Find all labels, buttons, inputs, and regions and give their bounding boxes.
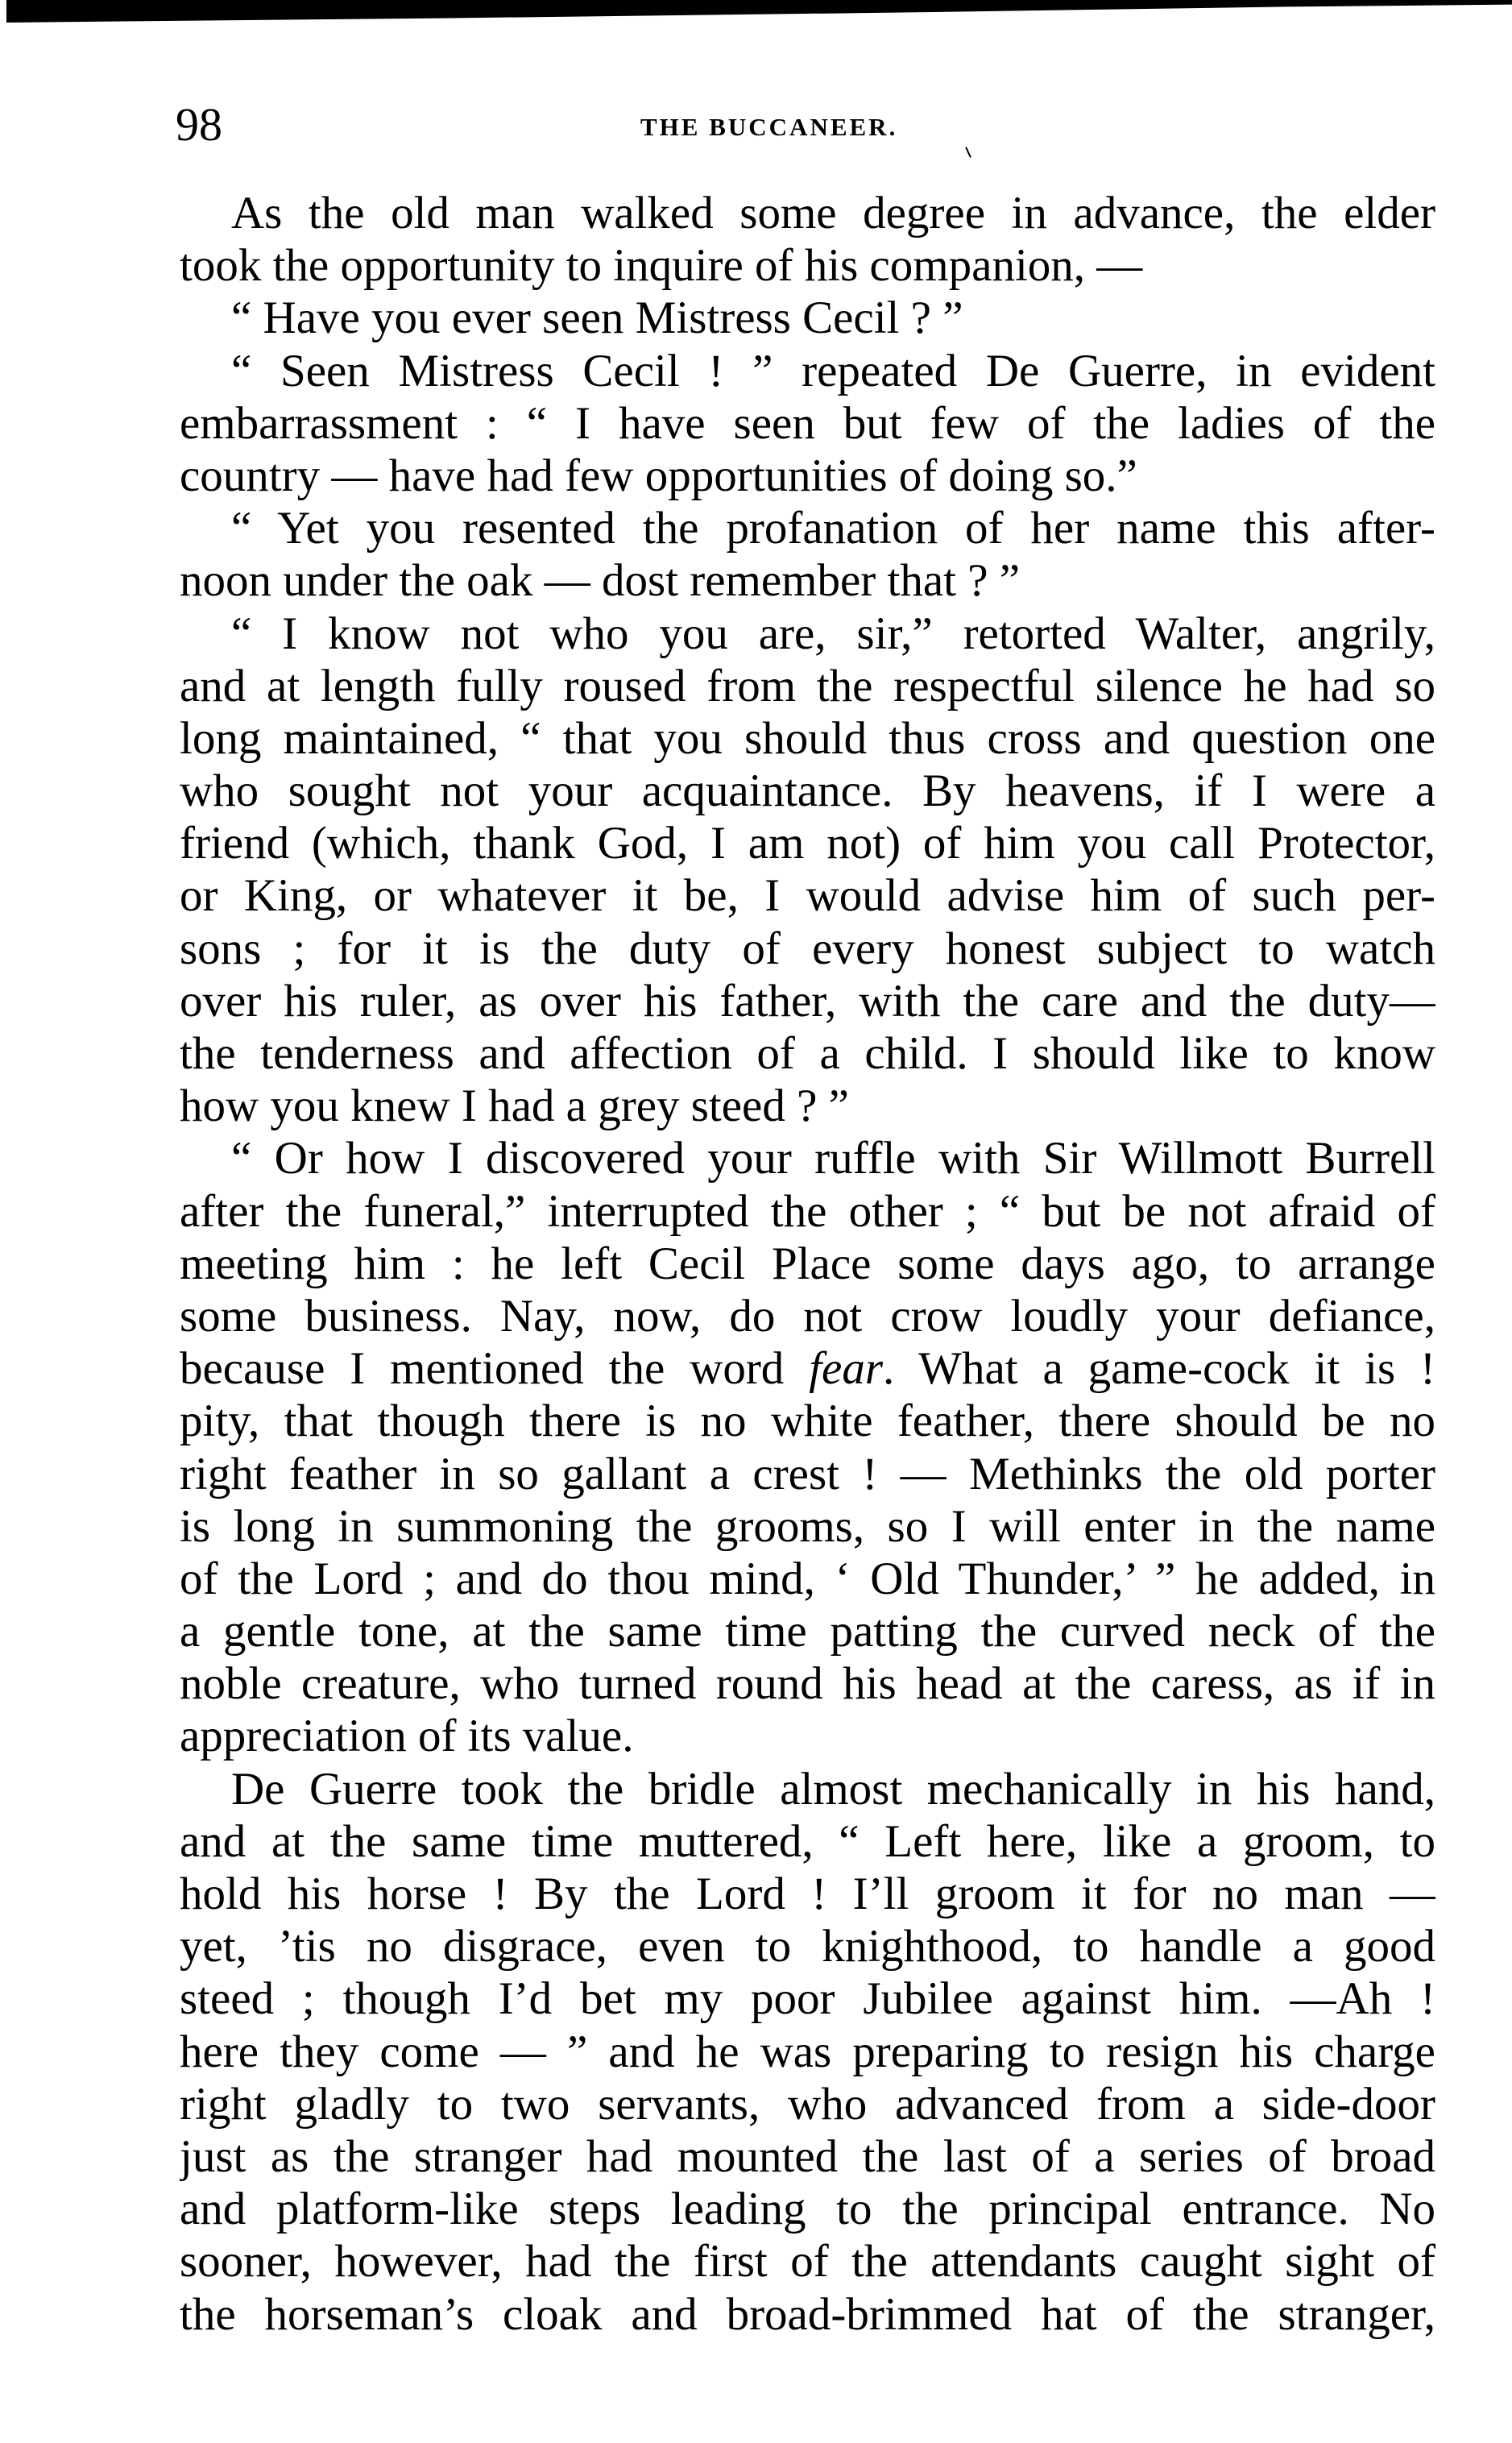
text-line <box>180 2130 1435 2183</box>
text-line-content: right feather in so gallant a crest ! — Methinks the old porter <box>180 1448 1435 1499</box>
text-line <box>180 923 1435 975</box>
text-line <box>180 554 1435 607</box>
text-line <box>180 187 1435 239</box>
text-line-content: “ Seen Mistress Cecil ! ” repeated De Guerre, in evident <box>231 345 1435 396</box>
body-text <box>180 187 1435 2341</box>
text-line-content: “ I know not who you are, sir,” retorted Walter, angrily, <box>231 608 1435 659</box>
text-line-content: . What a game-cock it is ! <box>883 1343 1435 1395</box>
text-line-content: over his ruler, as over his father, with the care and the duty— <box>180 975 1435 1027</box>
text-line <box>180 502 1435 554</box>
text-line <box>180 1395 1435 1447</box>
text-line-content: and platform-like steps leading to the principal entrance. No <box>180 2184 1435 2235</box>
text-line <box>180 712 1435 765</box>
text-line <box>180 1605 1435 1657</box>
text-line <box>180 975 1435 1027</box>
text-line <box>180 1290 1435 1342</box>
text-line <box>180 1448 1435 1500</box>
text-line-content: of the Lord ; and do thou mind, ‘ Old Thunder,’ ” he added, in <box>180 1553 1435 1604</box>
text-line-content: De Guerre took the bridle almost mechanically in his hand, <box>231 1763 1435 1815</box>
text-line-content: hold his horse ! By the Lord ! I’ll groom it for no man — <box>180 1869 1435 1919</box>
text-line <box>180 1920 1435 1972</box>
text-line-content: because I mentioned the word <box>180 1343 810 1395</box>
text-line <box>180 2183 1435 2235</box>
text-line-content: after the funeral,” interrupted the other ; “ but be not afraid of <box>180 1185 1435 1237</box>
scan-edge-bar <box>6 0 1512 23</box>
text-line-content: the horseman’s cloak and broad-brimmed hat of the stranger, <box>180 2288 1435 2340</box>
text-line <box>180 1815 1435 1868</box>
text-line <box>180 1657 1435 1710</box>
scan-speck <box>965 147 971 158</box>
text-line-content: “ Have you ever seen Mistress Cecil ? ” <box>231 292 963 344</box>
text-line <box>180 1342 1435 1395</box>
text-line <box>180 450 1435 502</box>
text-line-content: steed ; though I’d bet my poor Jubilee against him. —Ah ! <box>180 1973 1435 2025</box>
text-line-content: is long in summoning the grooms, so I will enter in the name <box>180 1500 1435 1552</box>
text-line-content: appreciation of its value. <box>180 1711 634 1762</box>
text-line-content: and at length fully roused from the respectful silence he had so <box>180 660 1435 711</box>
text-line-content: As the old man walked some degree in advance, the elder <box>231 188 1435 238</box>
text-line-content: sons ; for it is the duty of every honest subject to watch <box>180 923 1435 974</box>
text-line <box>180 239 1435 292</box>
text-line <box>180 1553 1435 1605</box>
text-line <box>180 2026 1435 2078</box>
text-line <box>180 1238 1435 1290</box>
text-line-content: friend (which, thank God, I am not) of him you call Protector, <box>180 818 1435 869</box>
text-line-content: meeting him : he left Cecil Place some days ago, to arrange <box>180 1238 1435 1289</box>
text-line <box>180 2235 1435 2287</box>
text-line <box>180 1710 1435 1762</box>
text-line-content: or King, or whatever it be, I would advise him of such per- <box>180 870 1435 922</box>
running-head: THE BUCCANEER. <box>640 113 898 141</box>
text-line <box>180 1027 1435 1080</box>
text-line-content: noon under the oak — dost remember that ? ” <box>180 555 1021 607</box>
text-line <box>180 1763 1435 1815</box>
text-line-content: who sought not your acquaintance. By heavens, if I were a <box>180 765 1435 817</box>
text-line <box>180 660 1435 712</box>
text-line-content: just as the stranger had mounted the last of a series of broad <box>180 2130 1435 2182</box>
text-line-content: “ Yet you resented the profanation of her name this after- <box>231 503 1435 554</box>
text-line <box>180 1868 1435 1920</box>
text-line <box>180 817 1435 869</box>
text-line <box>180 1080 1435 1132</box>
text-line <box>180 2288 1435 2341</box>
text-line-content: pity, that though there is no white feather, there should be no <box>180 1396 1435 1447</box>
text-line <box>180 869 1435 922</box>
text-line-content: long maintained, “ that you should thus cross and question one <box>180 712 1435 764</box>
text-line-content: and at the same time muttered, “ Left here, like a groom, to <box>180 1815 1435 1867</box>
text-line <box>180 292 1435 344</box>
text-line-content: “ Or how I discovered your ruffle with Sir Willmott Burrell <box>231 1133 1435 1184</box>
text-line-content: a gentle tone, at the same time patting the curved neck of the <box>180 1606 1435 1657</box>
text-line-content: sooner, however, had the first of the attendants caught sight of <box>180 2236 1435 2287</box>
text-line <box>180 2078 1435 2130</box>
text-line <box>180 1132 1435 1184</box>
italic-word: fear <box>809 1343 884 1395</box>
text-line <box>180 1185 1435 1238</box>
text-line-content: how you knew I had a grey steed ? ” <box>180 1080 849 1132</box>
text-line <box>180 608 1435 660</box>
text-line-content: some business. Nay, now, do not crow loudly your defiance, <box>180 1290 1435 1342</box>
text-line-content: here they come — ” and he was preparing to resign his charge <box>180 2026 1435 2077</box>
text-line <box>180 1972 1435 2025</box>
text-line-content: embarrassment : “ I have seen but few of the ladies of the <box>180 397 1435 449</box>
page-number: 98 <box>176 98 222 151</box>
text-line <box>180 1500 1435 1553</box>
text-line <box>180 765 1435 817</box>
text-line-content: right gladly to two servants, who advanced from a side-door <box>180 2078 1435 2130</box>
text-line <box>180 397 1435 450</box>
text-line-content: noble creature, who turned round his head at the caress, as if in <box>180 1658 1435 1710</box>
text-line-content: country — have had few opportunities of doing so.” <box>180 450 1137 501</box>
text-line-content: yet, ’tis no disgrace, even to knighthood, to handle a good <box>180 1921 1435 1972</box>
text-line-content: took the opportunity to inquire of his companion, — <box>180 240 1143 292</box>
text-line-content: the tenderness and affection of a child. I should like to know <box>180 1028 1435 1079</box>
text-line <box>180 345 1435 397</box>
